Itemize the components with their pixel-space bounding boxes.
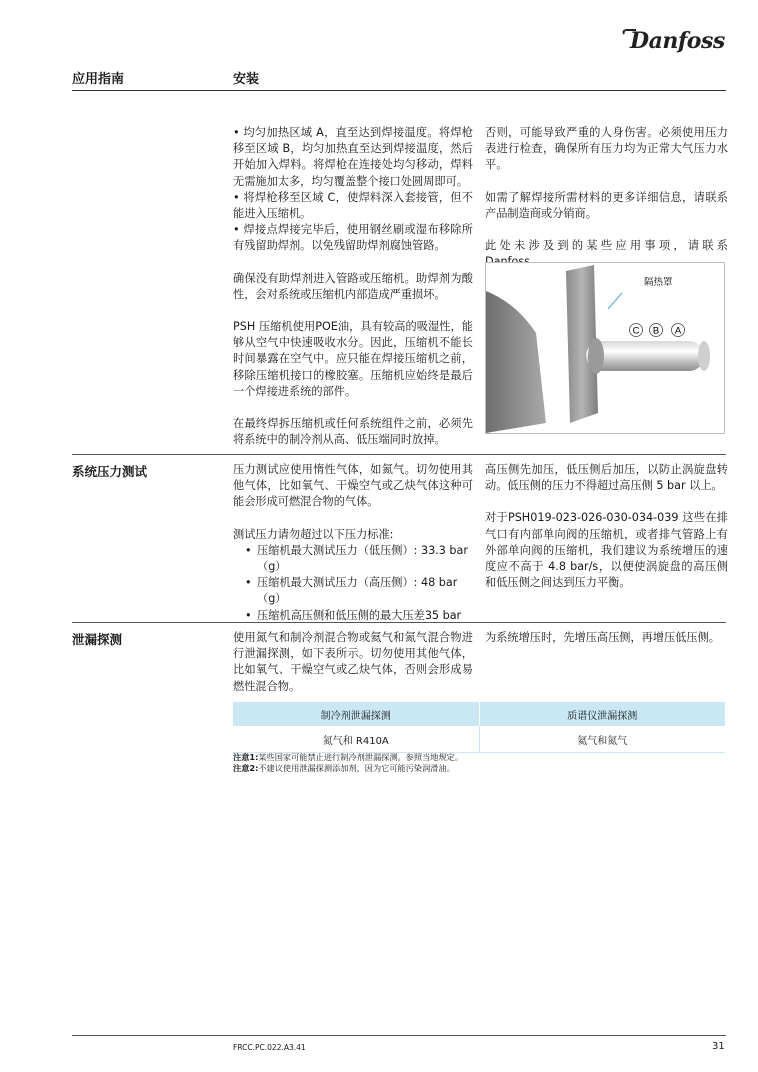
- header-rule: [72, 90, 726, 91]
- install-para-4: 确保没有助焊剂进入管路或压缩机。助焊剂为酸性，会对系统或压缩机内部造成严重损坏。: [233, 271, 473, 301]
- pressure-limit-item: • 压缩机最大测试压力（高压侧）: 48 bar（g）: [233, 575, 473, 607]
- table-cell-mass-spec: 氦气和氮气: [479, 726, 725, 753]
- pressure-limit-item: • 压缩机高压侧和低压侧的最大压差35 bar: [233, 608, 473, 624]
- footer-rule: [72, 1035, 726, 1036]
- brand-name: Danfoss: [630, 28, 725, 54]
- pressure-section-title: 系统压力测试: [72, 464, 148, 479]
- install-left-column: [233, 125, 473, 448]
- pressure-limit-item: • 压缩机最大测试压力（低压侧）: 33.3 bar（g）: [233, 543, 473, 575]
- pressure-para-2: 测试压力请勿超过以下压力标准:: [233, 527, 394, 541]
- table-row: [233, 726, 725, 753]
- fitting-collar: [588, 338, 604, 374]
- table-header-mass-spec: 质谱仪泄漏探测: [479, 702, 725, 726]
- note-1: [233, 752, 463, 763]
- page-number: 31: [712, 1041, 725, 1052]
- pressure-right-para-2: 对于PSH019-023-026-030-034-039 这些在排气口有内部单向阀的压缩机，或者排气管路上有外部单向阀的压缩机，我们建议为系统增压的速度应不高于 4.8 bar/s，以便使涡旋盘的高压侧和低压侧之间达到压力平衡。: [485, 511, 728, 590]
- table-cell-refrigerant: 氮气和 R410A: [233, 726, 479, 753]
- header-section-title: 安装: [233, 72, 260, 87]
- brazing-illustration: [486, 263, 724, 433]
- zone-b-label: B: [652, 325, 660, 337]
- install-right-column: [485, 125, 728, 270]
- note-2-label: 注意2:: [233, 763, 259, 773]
- table-header-refrigerant: 制冷剂泄漏探测: [233, 702, 479, 726]
- install-right-para-3: 此处未涉及到的某些应用事项，请联系: [485, 239, 728, 253]
- install-para-1: • 均匀加热区域 A，直至达到焊接温度。将焊枪移至区域 B，均匀加热直至达到焊接温度，然后开始加入焊料。将焊枪在连接处均匀移动，焊料无需施加太多，均匀覆盖整个接口处圆周即可。: [233, 126, 473, 188]
- brazing-figure: [485, 262, 725, 434]
- note-2: [233, 763, 455, 774]
- document-code: FRCC.PC.022.A3.41: [233, 1043, 306, 1052]
- leak-section-rule: [72, 622, 726, 623]
- install-right-para-2: 如需了解焊接所需材料的更多详细信息，请联系产品制造商或分销商。: [485, 190, 728, 220]
- pressure-right-column: [485, 462, 728, 591]
- install-right-para-1: 否则，可能导致严重的人身伤害。必须使用压力表进行检查，确保所有压力均为正常大气压力水平。: [485, 126, 728, 172]
- pressure-section-rule: [72, 454, 726, 455]
- pressure-left-column: [233, 462, 473, 624]
- pressure-limits-list: [233, 543, 473, 624]
- compressor-shell-shape: [486, 291, 546, 433]
- pressure-para-1: 压力测试应使用惰性气体，如氮气。切勿使用其他气体，比如氧气、干燥空气或乙炔气体这种可能会形成可燃混合物的气体。: [233, 463, 473, 509]
- leak-detection-table: [233, 702, 725, 753]
- install-para-2: • 将焊枪移至区域 C，使焊料深入套接管，但不能进入压缩机。: [233, 190, 473, 221]
- note-1-text: 某些国家可能禁止进行制冷剂泄漏探测。参照当地规定。: [258, 752, 464, 762]
- install-para-3: • 焊接点焊接完毕后，使用钢丝刷或湿布移除所有残留助焊剂。以免残留助焊剂腐蚀管路。: [233, 223, 473, 253]
- leak-left-column: [233, 630, 473, 695]
- install-para-5: PSH 压缩机使用POE油，具有较高的吸湿性，能够从空气中快速吸收水分。因此，压缩机不能长时间暴露在空气中。应只能在焊接压缩机之前，移除压缩机接口的橡胶塞。压缩机应始终是最后一个焊接进系统的部件。: [233, 320, 473, 398]
- zone-c-label: C: [632, 325, 640, 337]
- leak-section-title: 泄漏探测: [72, 632, 123, 647]
- zone-a-label: A: [674, 325, 682, 337]
- leak-para: 使用氮气和制冷剂混合物或氦气和氮气混合物进行泄漏探测，如下表所示。切勿使用其他气体，比如氧气、干燥空气或乙炔气体，否则会形成易燃性混合物。: [233, 631, 473, 693]
- leak-right-para: 为系统增压时，先增压高压侧，再增压低压侧。: [485, 631, 720, 644]
- note-2-text: 不建议使用泄漏探测添加剂，因为它可能污染润滑油。: [258, 763, 455, 773]
- pressure-right-para-1: 高压侧先加压，低压侧后加压，以防止涡旋盘转动。低压侧的压力不得超过高压侧 5 bar 以上。: [485, 463, 728, 493]
- note-1-label: 注意1:: [233, 752, 259, 762]
- leak-right-column: [485, 630, 728, 646]
- install-para-6: 在最终焊拆压缩机或任何系统组件之前，必须先将系统中的制冷剂从高、低压端同时放掉。: [233, 417, 473, 447]
- header-guide-title: 应用指南: [72, 72, 125, 87]
- heat-shield-label: 隔热罩: [644, 277, 673, 288]
- danfoss-logo: [620, 26, 730, 56]
